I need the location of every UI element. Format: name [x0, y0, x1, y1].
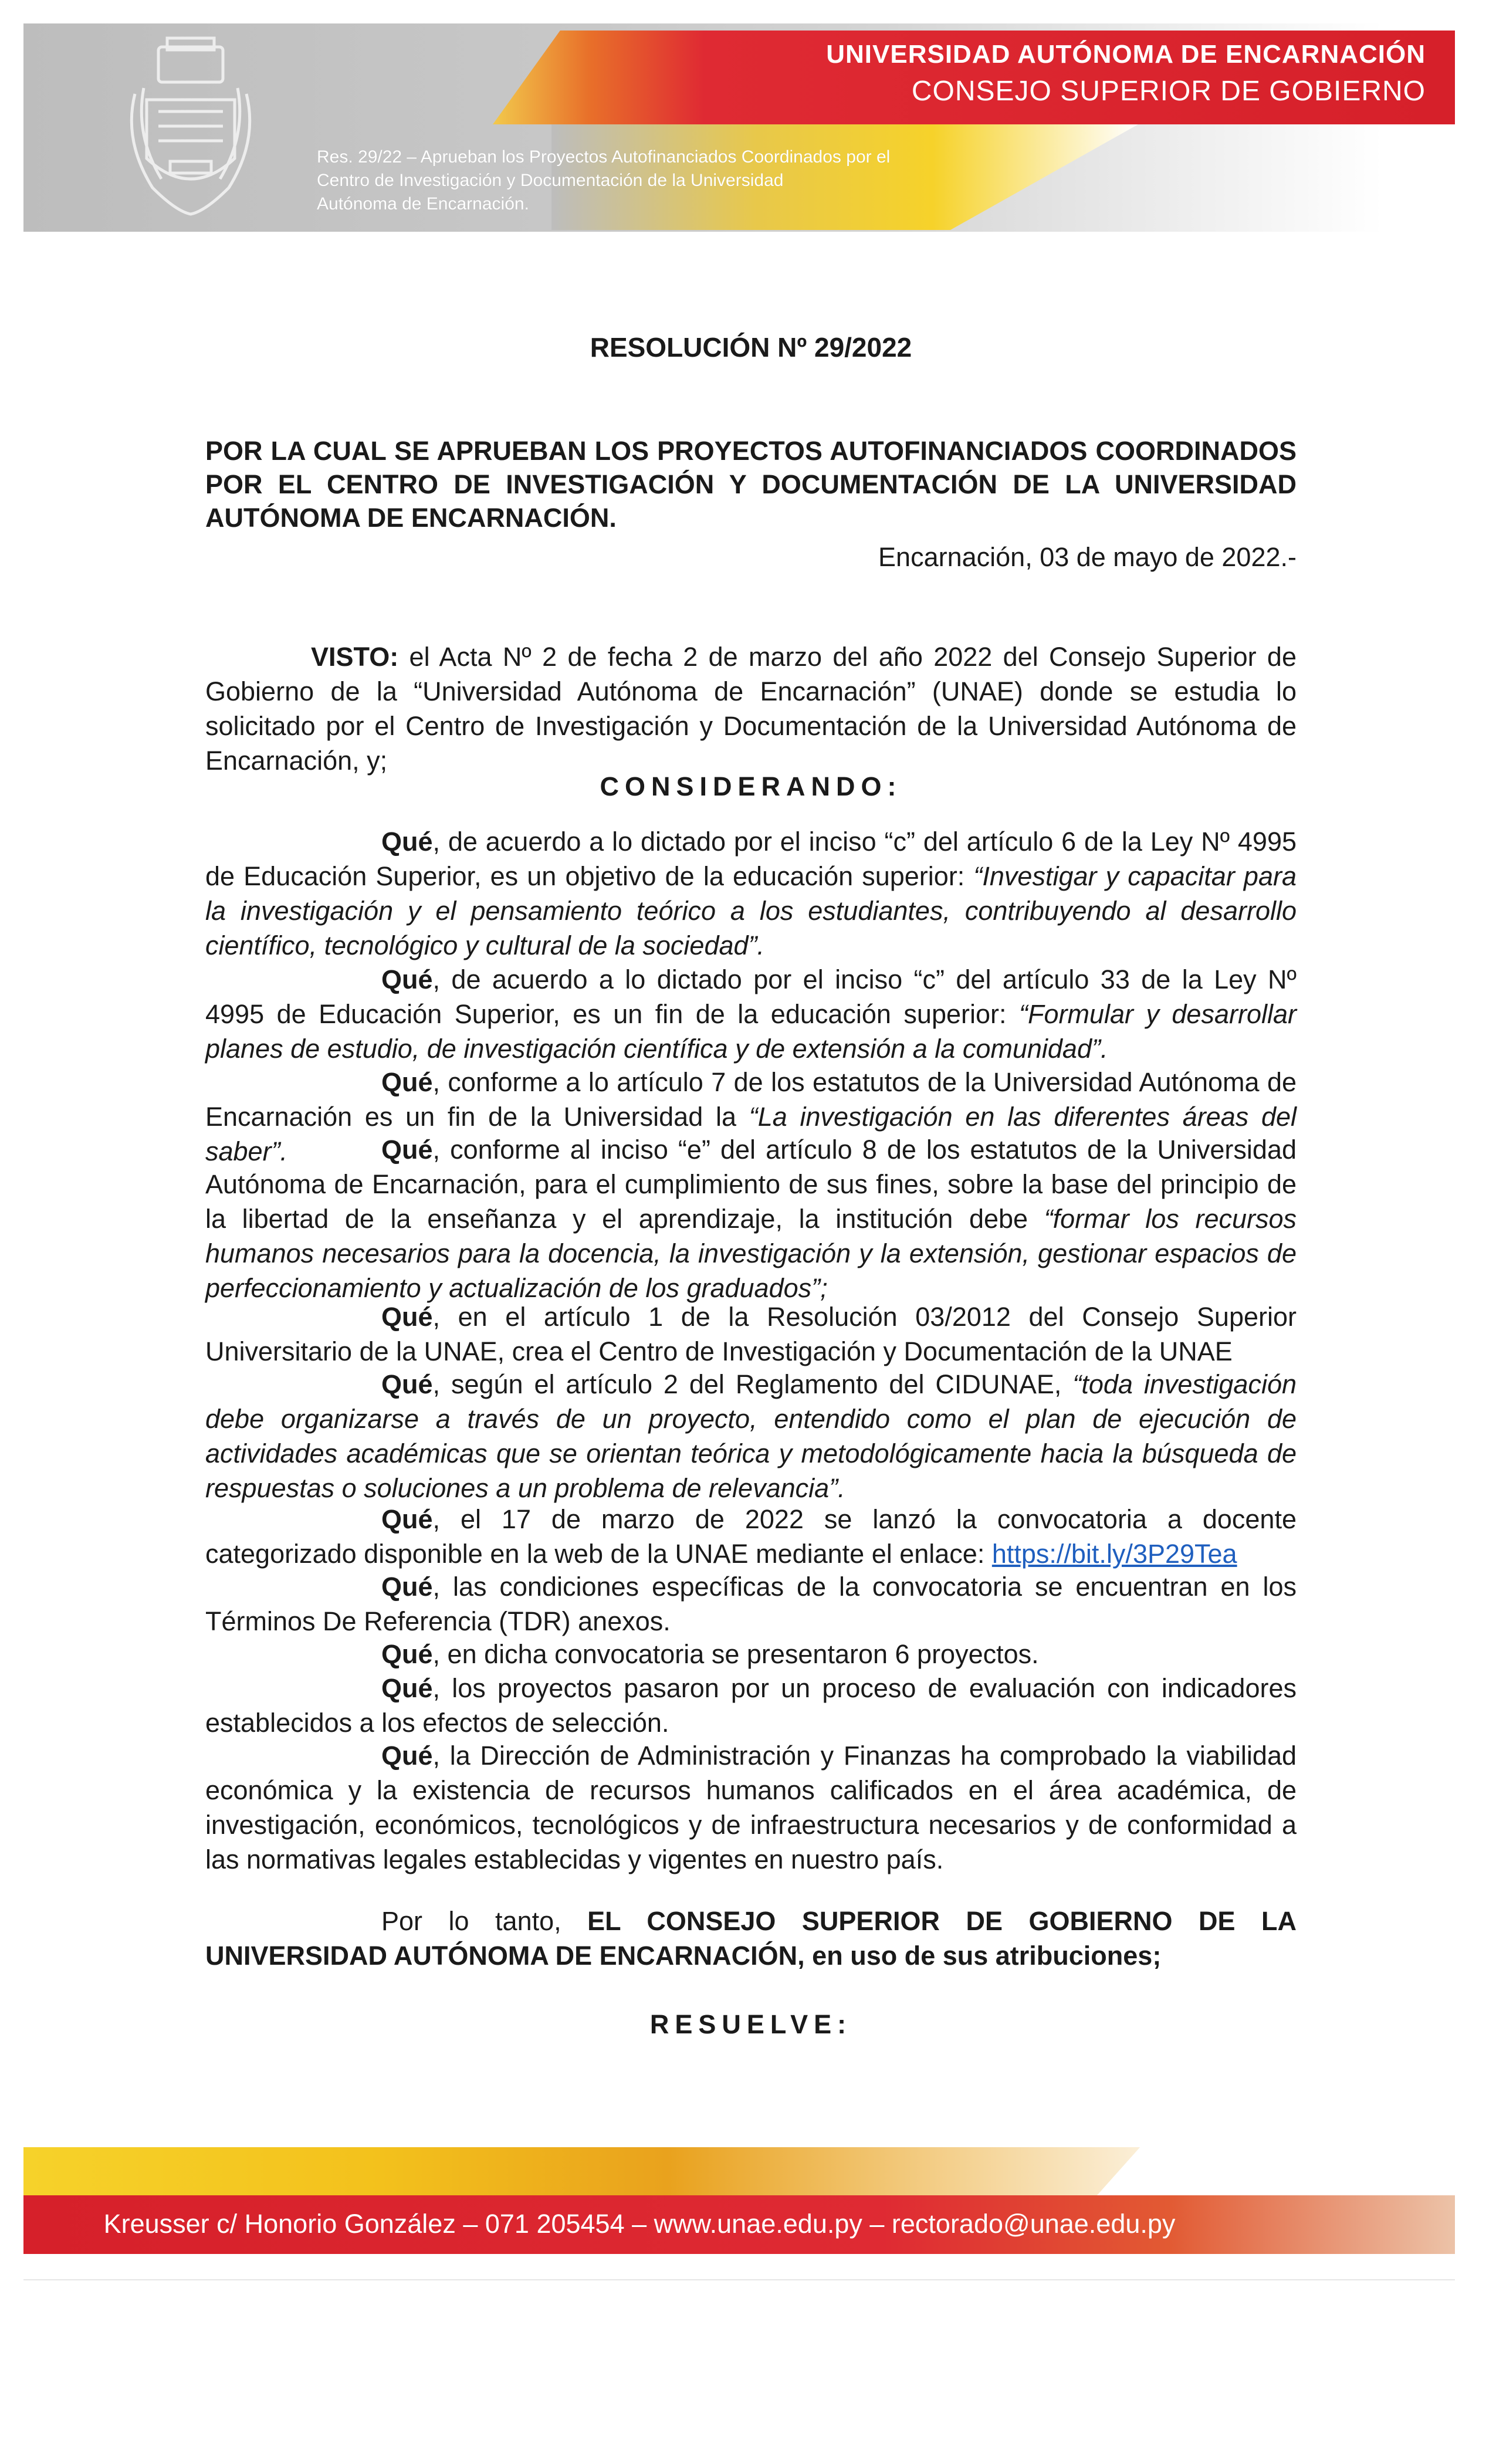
footer-divider — [23, 2279, 1455, 2280]
paragraph-text: , la Dirección de Administración y Finanzas ha comprobado la viabilidad económica y la existencia de recursos humanos calificados en el área académica, de investigación, económicos, tecnológicos y de infraestructura necesarios y de conformidad a las normativas legales establecidas y vigentes en nuestro país. — [205, 1741, 1297, 1874]
considerando-paragraph-9 — [205, 1637, 1297, 1671]
convocatoria-link[interactable]: https://bit.ly/3P29Tea — [991, 1539, 1237, 1569]
que-label: Qué — [381, 1135, 433, 1165]
council-statement: EL CONSEJO SUPERIOR DE GOBIERNO DE LA UNIVERSIDAD AUTÓNOMA DE ENCARNACIÓN, en uso de sus atribuciones; — [205, 1906, 1297, 1971]
header-summary-line: Res. 29/22 – Aprueban los Proyectos Autofinanciados Coordinados por el — [317, 147, 891, 167]
considerando-paragraph-5 — [205, 1299, 1297, 1369]
paragraph-quote: “toda investigación debe organizarse a través de un proyecto, entendido como el plan de ejecución de actividades académicas que se orientan teórica y metodológicamente hacia la búsqueda de respuestas o soluciones a un problema de relevancia”. — [205, 1369, 1297, 1503]
resolution-number: RESOLUCIÓN Nº 29/2022 — [590, 332, 912, 363]
paragraph-quote: “La investigación en las diferentes áreas del saber”. — [205, 1102, 1297, 1166]
resuelve-heading: RESUELVE: — [649, 2009, 852, 2039]
considerando-paragraph-8 — [205, 1569, 1297, 1639]
header-council-name: CONSEJO SUPERIOR DE GOBIERNO — [911, 76, 1426, 107]
considerando-paragraph-1 — [205, 824, 1297, 963]
paragraph-text: , en el artículo 1 de la Resolución 03/2012 del Consejo Superior Universitario de la UNAE, crea el Centro de Investigación y Documentación de la UNAE — [205, 1302, 1297, 1366]
resolution-date: Encarnación, 03 de mayo de 2022.- — [878, 542, 1297, 572]
paragraph-text: , en dicha convocatoria se presentaron 6 proyectos. — [432, 1639, 1039, 1669]
que-label: Qué — [381, 1741, 433, 1771]
header-resolution-summary — [317, 145, 962, 216]
paragraph-text: , los proyectos pasaron por un proceso de evaluación con indicadores establecidos a los efectos de selección. — [205, 1673, 1297, 1738]
que-label: Qué — [381, 1572, 433, 1602]
por-lo-tanto-paragraph — [205, 1904, 1297, 1973]
header-university-name: UNIVERSIDAD AUTÓNOMA DE ENCARNACIÓN — [826, 40, 1426, 69]
paragraph-text: , de acuerdo a lo dictado por el inciso “c” del artículo 6 de la Ley Nº 4995 de Educación Superior, es un objetivo de la educación superior: — [205, 827, 1297, 891]
paragraph-text: , el 17 de marzo de 2022 se lanzó la convocatoria a docente categorizado disponible en la web de la UNAE mediante el enlace: — [205, 1504, 1297, 1569]
paragraph-text: , conforme a lo artículo 7 de los estatutos de la Universidad Autónoma de Encarnación es un fin de la Universidad la — [205, 1067, 1297, 1132]
paragraph-text: , conforme al inciso “e” del artículo 8 de los estatutos de la Universidad Autónoma de Encarnación, para el cumplimiento de sus fines, sobre la base del principio de la libertad de la enseñanza y el aprendizaje, la institución debe — [205, 1135, 1297, 1234]
que-label: Qué — [381, 1504, 433, 1534]
header-summary-line: Autónoma de Encarnación. — [317, 194, 529, 214]
considerando-paragraph-7 — [205, 1502, 1297, 1571]
que-label: Qué — [381, 964, 433, 994]
paragraph-text: , según el artículo 2 del Reglamento del CIDUNAE, — [432, 1369, 1073, 1399]
que-label: Qué — [381, 1673, 433, 1703]
que-label: Qué — [381, 1639, 433, 1669]
visto-text: el Acta Nº 2 de fecha 2 de marzo del año 2022 del Consejo Superior de Gobierno de la “Universidad Autónoma de Encarnación” (UNAE) donde se estudia lo solicitado por el Centro de Investigación y Documentación de la Universidad Autónoma de Encarnación, y; — [205, 642, 1297, 776]
que-label: Qué — [381, 1369, 433, 1399]
que-label: Qué — [381, 1302, 433, 1332]
paragraph-text: , de acuerdo a lo dictado por el inciso “c” del artículo 33 de la Ley Nº 4995 de Educación Superior, es un fin de la educación superior: — [205, 964, 1297, 1029]
header-summary-line: Centro de Investigación y Documentación de la Universidad — [317, 171, 784, 190]
resolution-subject: POR LA CUAL SE APRUEBAN LOS PROYECTOS AUTOFINANCIADOS COORDINADOS POR EL CENTRO DE INVESTIGACIÓN Y DOCUMENTACIÓN DE LA UNIVERSIDAD AUTÓNOMA DE ENCARNACIÓN. — [205, 436, 1297, 533]
university-seal-icon — [111, 23, 270, 223]
footer-contact: Kreusser c/ Honorio González – 071 205454 – www.unae.edu.py – rectorado@unae.edu.py — [103, 2209, 1176, 2239]
que-label: Qué — [381, 1067, 433, 1097]
paragraph-quote: “formar los recursos humanos necesarios para la docencia, la investigación y la extensión, gestionar espacios de perfeccionamiento y actualización de los graduados”; — [205, 1204, 1297, 1303]
paragraph-quote: “Investigar y capacitar para la investigación y el pensamiento teórico a los estudiantes, contribuyendo al desarrollo científico, tecnológico y cultural de la sociedad”. — [205, 861, 1297, 960]
considerando-paragraph-10 — [205, 1671, 1297, 1740]
considerando-paragraph-4 — [205, 1132, 1297, 1305]
considerando-paragraph-11 — [205, 1738, 1297, 1877]
visto-paragraph — [205, 639, 1297, 778]
paragraph-text: , las condiciones específicas de la convocatoria se encuentran en los Términos De Referencia (TDR) anexos. — [205, 1572, 1297, 1636]
considerando-paragraph-6 — [205, 1367, 1297, 1505]
paragraph-quote: “Formular y desarrollar planes de estudio, de investigación científica y de extensión a la comunidad”. — [205, 999, 1297, 1064]
visto-label: VISTO: — [311, 642, 399, 672]
que-label: Qué — [381, 827, 433, 857]
footer-yellow-stripe — [23, 2147, 1455, 2195]
considerando-heading: CONSIDERANDO: — [600, 771, 902, 801]
por-lo-tanto-text: Por lo tanto, — [381, 1906, 588, 1936]
considerando-paragraph-2 — [205, 962, 1297, 1066]
